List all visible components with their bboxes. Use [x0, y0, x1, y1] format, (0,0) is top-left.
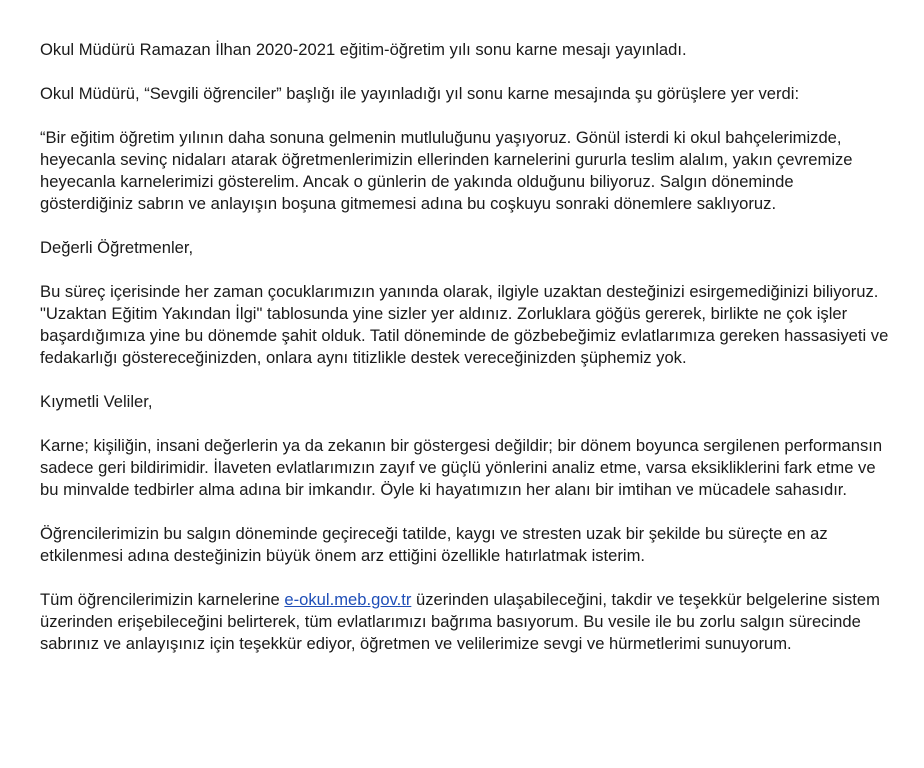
closing-paragraph: [40, 589, 890, 655]
closing-text-after-link: üzerinden ulaşabileceğini, takdir ve teşekkür belgelerine sistem üzerinden erişebileceğini belirterek, tüm evlatlarımızı bağrıma basıyorum. Bu vesile ile bu zorlu salgın sürecinde sabrınız ve anlayışınız için teşekkür ediyor, öğretmen ve velilerimize sevgi ve hürmetlerimi sunuyorum.: [40, 590, 880, 653]
parents-paragraph: Karne; kişiliğin, insani değerlerin ya da zekanın bir göstergesi değildir; bir dönem boyunca sergilenen performansın sadece geri bildirimidir. İlaveten evlatlarımızın zayıf ve güçlü yönlerini analiz etme, varsa eksikliklerini fark etme ve bu minvalde tedbirler alma adına bir imkandır. Öyle ki hayatımızın her alanı bir imtihan ve mücadele sahasıdır.: [40, 436, 883, 499]
parents-salutation: Kıymetli Veliler,: [40, 392, 153, 411]
students-paragraph: “Bir eğitim öğretim yılının daha sonuna gelmenin mutluluğunu yaşıyoruz. Gönül isterdi ki okul bahçelerimizde, heyecanla sevinç nidaları atarak öğretmenlerimizin ellerinden karnelerini gururla teslim alalım, yakın çevremize heyecanla karnelerimizi gösterelim. Ancak o günlerin de yakında olduğunu biliyoruz. Salgın döneminde gösterdiğiniz sabrın ve anlayışın boşuna gitmemesi adına bu coşkuyu sonraki dönemlere saklıyoruz.: [40, 128, 853, 213]
document-body: [40, 39, 890, 677]
e-okul-link[interactable]: e-okul.meb.gov.tr: [284, 590, 412, 609]
lead-paragraph: Okul Müdürü, “Sevgili öğrenciler” başlığı ile yayınladığı yıl sonu karne mesajında şu görüşlere yer verdi:: [40, 84, 800, 103]
teachers-paragraph: Bu süreç içerisinde her zaman çocuklarımızın yanında olarak, ilgiyle uzaktan desteğinizi esirgemediğinizi biliyoruz. "Uzaktan Eğitim Yakından İlgi" tablosunda yine sizler yer aldınız. Zorluklara göğüs gererek, birlikte ne çok işler başardığımıza yine bu dönemde şahit olduk. Tatil döneminde de gözbebeğimiz evlatlarımıza gereken hassasiyeti ve fedakarlığı göstereceğinizden, onlara aynı titizlikle destek vereceğinizden şüphemiz yok.: [40, 282, 889, 367]
teachers-salutation: Değerli Öğretmenler,: [40, 238, 194, 257]
closing-text-before-link: Tüm öğrencilerimizin karnelerine: [40, 590, 285, 609]
holiday-paragraph: Öğrencilerimizin bu salgın döneminde geçireceği tatilde, kaygı ve stresten uzak bir şekilde bu süreçte en az etkilenmesi adına desteğinizin büyük önem arz ettiğini özellikle hatırlatmak isterim.: [40, 524, 828, 565]
intro-paragraph: Okul Müdürü Ramazan İlhan 2020-2021 eğitim-öğretim yılı sonu karne mesajı yayınladı.: [40, 40, 687, 59]
